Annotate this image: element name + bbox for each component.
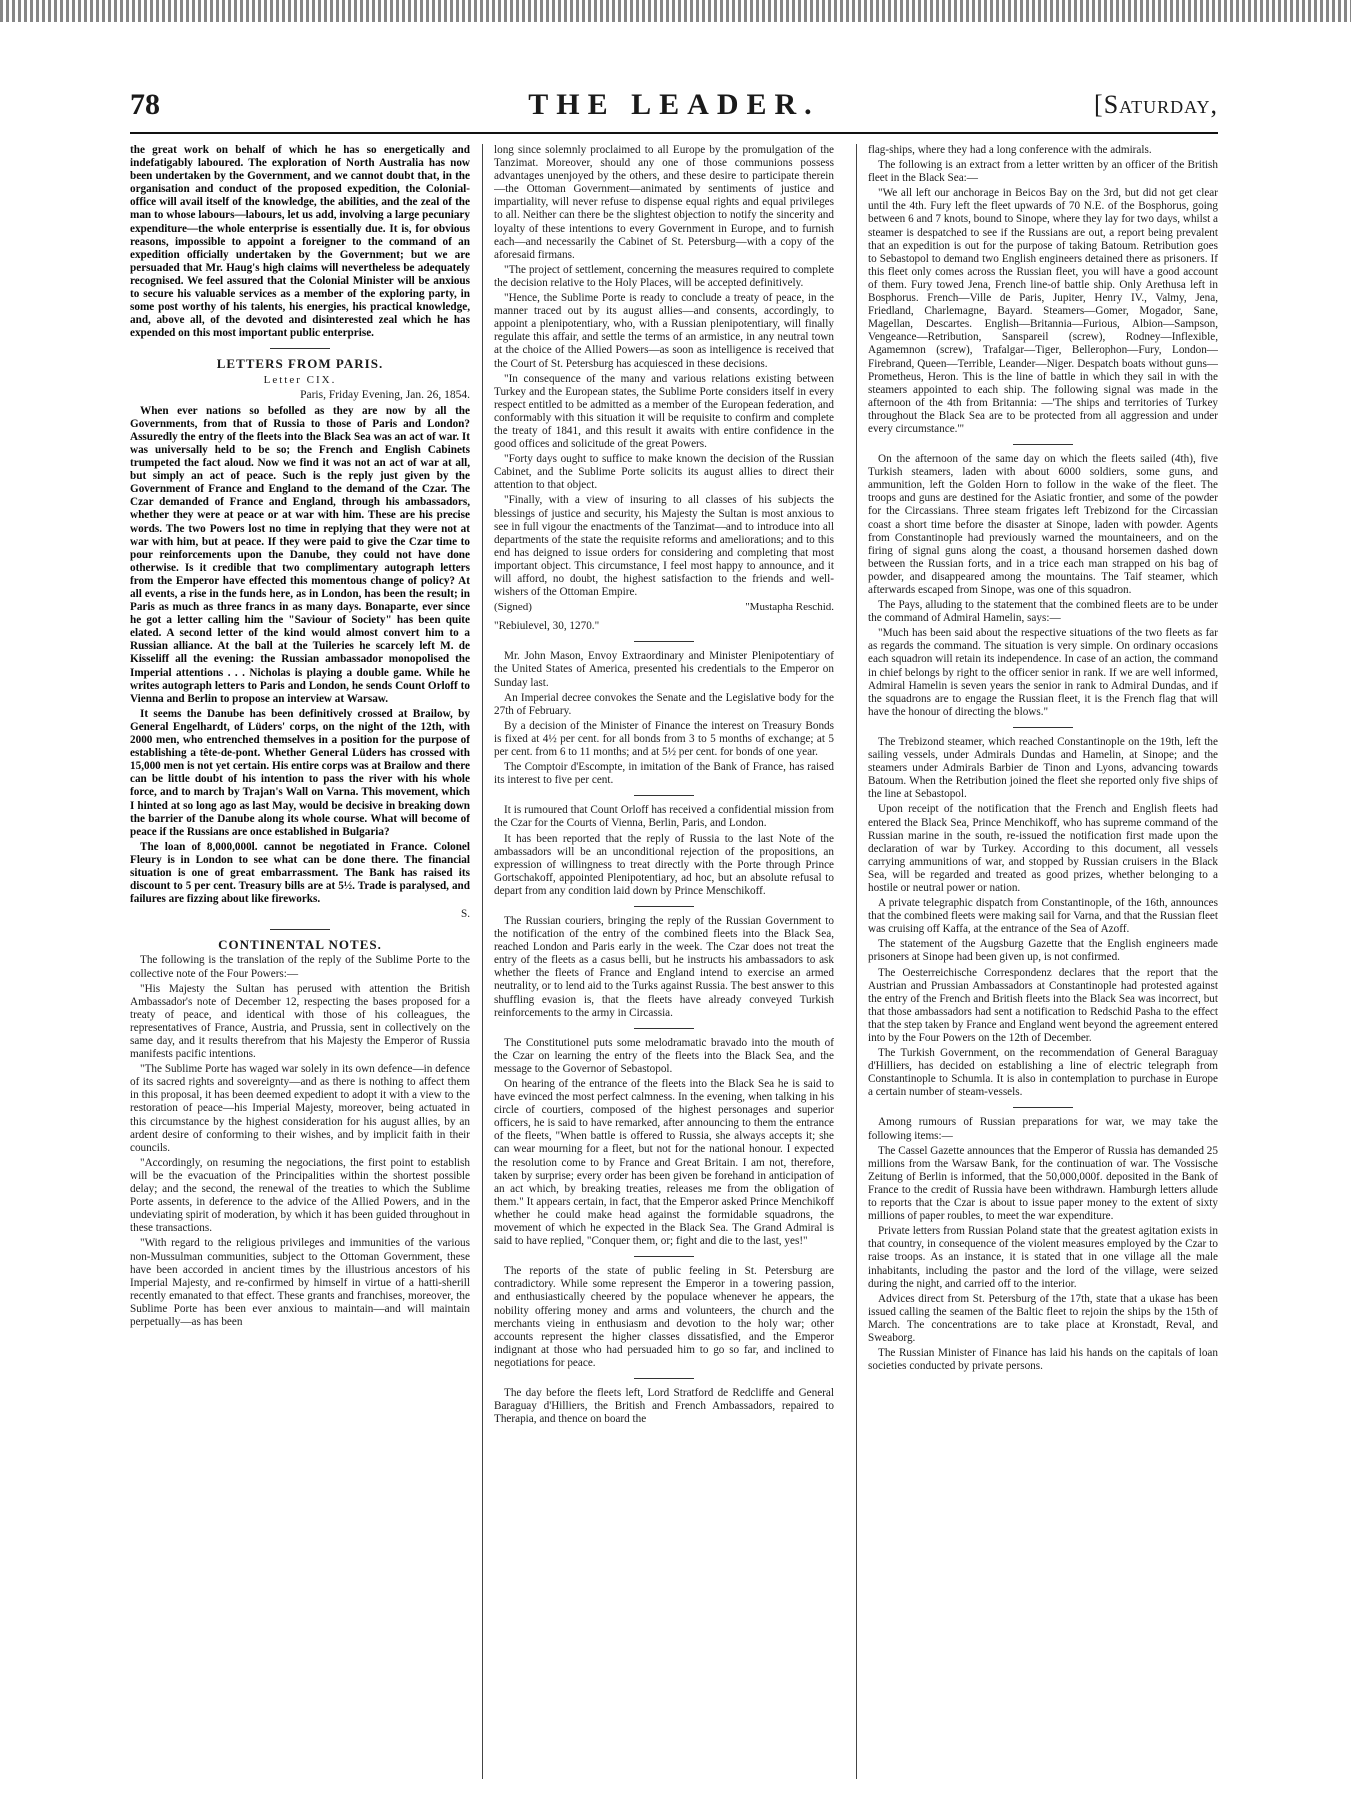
article-text: Mr. John Mason, Envoy Extraordinary and Minister Plenipotentiary of the United States of America, presented his credentials to the Emperor on Sunday last.	[494, 650, 834, 689]
article-text: The statement of the Augsburg Gazette that the English engineers made prisoners at Sinope had been given up, is not confirmed.	[868, 938, 1218, 964]
article-text: On hearing of the entrance of the fleets into the Black Sea he is said to have evinced the most perfect calmness. In the evening, when talking in his circle of courtiers, composed of the highest personages and superior officers, he is said to have remarked, after announcing to them the entrance of the fleets, "When battle is offered to Russia, she always accepts it; she can wear mourning for a fleet, but not for the national honour. I expected the resolution come to by France and Great Britain. I am not, therefore, taken by surprise; every order has been given be forehand in anticipation of an act which, by breaking treaties, releases me from the obligation of them." It appears certain, in fact, that the Emperor asked Prince Menchikoff whether he could make head against the formidable squadrons, the movement of which he expected in the Black Sea. The Grand Admiral is said to have replied, "Conquer them, or; fight and die to the last, yes!"	[494, 1078, 834, 1248]
article-text: "With regard to the religious privileges and immunities of the various non-Mussulman communities, subject to the Ottoman Government, these have been accorded in ancient times by the illustrious ancestors of his Imperial Majesty, and re-confirmed by himself in virtue of a hatti-sherill recently emanated to that effect. These grants and franchises, moreover, the Sublime Porte has been ever anxious to maintain—and will maintain perpetually—as has been	[130, 1237, 470, 1328]
signed-label: (Signed)	[494, 601, 532, 614]
article-text: The Russian couriers, bringing the reply of the Russian Government to the notification of the entry of the combined fleets into the Black Sea, reached London and Paris early in the week. The Czar does not treat the entry of the fleets as a casus belli, but he instructs his ambassadors to ask whether the fleets of France and England intend to exercise an armed neutrality, or to lend aid to the Turks against Russia. The best answer to this shuffling evasion is, that the fleets have already conveyed Turkish reinforcements to the army in Circassia.	[494, 914, 834, 1019]
article-text: The reports of the state of public feeling in St. Petersburg are contradictory. While some represent the Emperor in a towering passion, and enthusiastically cheered by the populace whenever he appears, the nobility offering money and arms and volunteers, the church and the merchants vieing in enthusiasm and devotion to the holy war; other accounts represent the higher classes dissatisfied, and the Emperor indignant at those who had persuaded him to go so far, and inclined to negotiations for peace.	[494, 1265, 834, 1369]
scan-edge-strip	[0, 0, 1351, 22]
article-text: It has been reported that the reply of Russia to the last Note of the ambassadors will be an unconditional rejection of the propositions, an expression of willingness to treat directly with the Porte through Prince Gortschakoff, appointed Plenipotentiary, ad hoc, but an absolute refusal to depart from any condition laid down by Prince Menschikoff.	[494, 832, 834, 897]
article-text: It seems the Danube has been definitively crossed at Brailow, by General Engelhardt, of Lüders' corps, on the night of the 12th, with 2000 men, who entrenched themselves in a position for the purpose of establishing a tête-de-pont. Whether General Lüders has crossed with 15,000 men is not yet certain. His entire corps was at Brailow and there can be little doubt of his intention to pass the river with his whole force, and to march by Trajan's Wall on Varna. This movement, which I hinted at so long ago as last May, would be decisive in breaking down the barrier of the Danube along its whole course. What will become of peace if the Russians are once established in Bulgaria?	[130, 707, 470, 838]
article-text: The Russian Minister of Finance has laid his hands on the capitals of loan societies conducted by private persons.	[868, 1347, 1218, 1373]
letter-signature: S.	[460, 908, 470, 921]
section-divider	[634, 1028, 694, 1029]
signature-date: "Rebiulevel, 30, 1270."	[494, 620, 600, 633]
letter-dateline: Paris, Friday Evening, Jan. 26, 1854.	[300, 388, 470, 401]
article-text: When ever nations so befolled as they are now by all the Governments, from that of Russia to those of Paris and London? Assuredly the entry of the fleets into the Black Sea was an act of war. It was universally held to be so; the French and English Cabinets trumpeted the fact aloud. Now we find it was not an act of war at all, but simply an act of peace. Such is the reply just given by the Government of France and England to the demand of the Czar. The Czar demanded of France and England, through his ambassadors, whether they were at peace or at war with him. These are his precise words. The two Powers lost no time in replying that they were not at war with him, but at peace. If they were paid to give the Czar time to pour reinforcements upon the Danube, they could not have done otherwise. Is it credible that two complimentary autograph letters from the Emperor have effected this momentous change of policy? At all events, a rise in the funds here, as in London, has been the result; in Paris as much as three francs in as many days. Bonaparte, ever since he got a letter calling him the "Saviour of Society" has been quite elated. A second letter of the kind would almost convert him to a Russian alliance. At the ball at the Tuileries he scarcely left M. de Kisseliff all the evening: the Russian ambassador monopolised the Imperial attentions . . . Nicholas is playing a double game. While he writes autograph letters to Paris and London, he sends Count Orloff to Vienna and Berlin to propose an interview at Warsaw.	[130, 404, 470, 705]
article-text: The Oesterreichische Correspondenz declares that the report that the Austrian and Prussian Ambassadors at Constantinople had protested against the entry of the French and British fleets into the Black Sea was incorrect, but that those ambassadors had sent a notification to Redschid Pasha to the effect that the step taken by France and England went beyond the agreement entered into by the Four Powers on the 12th of December.	[868, 966, 1218, 1044]
column-divider	[856, 144, 857, 1779]
section-divider	[634, 795, 694, 796]
article-text: The Comptoir d'Escompte, in imitation of the Bank of France, has raised its interest to five per cent.	[494, 761, 834, 787]
article-text: "Forty days ought to suffice to make known the decision of the Russian Cabinet, and the Sublime Porte solicits its august allies to direct their attention to that object.	[494, 453, 834, 492]
article-text: The Cassel Gazette announces that the Emperor of Russia has demanded 25 millions from the Warsaw Bank, for the continuation of war. The Vossische Zeitung of Berlin is informed, that the 50,000,000f. deposited in the Bank of France to the credit of Russia have been withdrawn. Hamburgh letters allude to reports that the Czar is about to issue paper money to the extent of sixty millions of paper roubles, to meet the war expenditure.	[868, 1144, 1218, 1223]
article-text: "We all left our anchorage in Beicos Bay on the 3rd, but did not get clear until the 4th. Fury left the fleet upwards of 70 N.E. of the Bosphorus, going between 6 and 7 knots, bound to Sinope, where they lay for two days, whilst a steamer is despatched to see if the Russians are out, a report being prevalent that an expedition is out for the purpose of taking Batoum. Retribution goes to Sebastopol to demand two English engineers detained there as prisoners. If this fleet only comes across the Russian fleet, you will have a good account of them. Fury towed Jena, French line-of battle ship. Only Arethusa left in Bosphorus. French—Ville de Paris, Jupiter, Henry IV., Valmy, Jena, Friedland, Charlemagne, Bayard. Steamers—Gomer, Mogador, Sane, Magellan, Descartes. English—Britannia—Furious, Albion—Sampson, Vengeance—Retribution, Sanspareil (screw), Rodney—Inflexible, Agamemnon (screw), Trafalgar—Tiger, Bellerophon—Fury, London—Firebrand, Queen—Terrible, Leander—Niger. Despatch boats without guns—Prometheus, Heron. This is the line of battle in which they sail in with the steamers appointed to each ship. The following signal was made in the afternoon of the 4th from Britannia: —'The ships and territories of Turkey throughout the Black Sea are to be protected from all aggression and under every circumstance.'"	[868, 187, 1218, 435]
masthead-title: THE LEADER.	[528, 88, 820, 121]
article-text: "His Majesty the Sultan has perused with attention the British Ambassador's note of December 12, respecting the bases proposed for a treaty of peace, and identical with those of his colleagues, the representatives of France, Austria, and Prussia, sent in collectively on the same day, and it results therefrom that his Majesty the Emperor of Russia manifests pacific intentions.	[130, 982, 470, 1061]
column-3	[868, 144, 1218, 1779]
article-text: flag-ships, where they had a long conference with the admirals.	[868, 144, 1152, 156]
signatory-name: "Mustapha Reschid.	[745, 601, 834, 614]
article-text: "Accordingly, on resuming the negociations, the first point to establish will be the evacuation of the Principalities within the shortest possible delay; and the second, the renewal of the treaties to which the Sublime Porte assents, in deference to the advice of the Allied Powers, and in the undeviating spirit of moderation, by which it has been guided throughout in these transactions.	[130, 1156, 470, 1235]
header-day: [Saturday,	[1094, 90, 1218, 119]
article-text: Among rumours of Russian preparations for war, we may take the following items:—	[868, 1116, 1218, 1142]
article-text: An Imperial decree convokes the Senate and the Legislative body for the 27th of February.	[494, 691, 834, 717]
letter-number: Letter CIX.	[263, 373, 337, 386]
signature-line	[494, 601, 834, 614]
section-title-continental-notes: CONTINENTAL NOTES.	[218, 937, 382, 953]
section-divider	[634, 641, 694, 642]
article-text: "Finally, with a view of insuring to all classes of his subjects the blessings of justice and security, his Majesty the Sultan is most anxious to see in full vigour the enactments of the Tanzimat—and to introduce into all departments of the state the requisite reforms and ameliorations; and to this end has deigned to issue orders for considering and completing that most important object. This circumstance, I feel most happy to announce, and it will afford, no doubt, the highest satisfaction to the friends and well-wishers of the Ottoman Empire.	[494, 494, 834, 599]
article-text: The Turkish Government, on the recommendation of General Baraguay d'Hilliers, has decided on establishing a line of electric telegraph from Constantinople to Schumla. It is also in contemplation to purchase in Europe a certain number of steam-vessels.	[868, 1047, 1218, 1099]
page-number: 78	[130, 88, 160, 121]
article-text: "The project of settlement, concerning the measures required to complete the decision relative to the Holy Places, will be accepted definitively.	[494, 263, 834, 289]
article-text: "Much has been said about the respective situations of the two fleets as far as regards the command. The situation is very simple. On ordinary occasions each squadron will retain its independence. In case of an action, the command in chief belongs by right to the officer senior in rank. If we are well informed, Admiral Hamelin is seven years the senior in rank to Admiral Dundas, and if the squadrons are to engage the Russian fleet, it is the French flag that will have the honour of directing the blows."	[868, 627, 1218, 718]
article-text: Advices direct from St. Petersburg of the 17th, state that a ukase has been issued calling the seamen of the Baltic fleet to rejoin the ships by the 15th of March. The concentrations are to take place at Kronstadt, Reval, and Sweaborg.	[868, 1292, 1218, 1344]
article-text: A private telegraphic dispatch from Constantinople, of the 16th, announces that the combined fleets were making sail for Varna, and that the Russian fleet was cruising off Kaffa, at the entrance of the Sea of Azoff.	[868, 897, 1218, 936]
article-text: long since solemnly proclaimed to all Europe by the promulgation of the Tanzimat. Moreover, should any one of those communions possess advantages unenjoyed by the others, and these desire to participate therein—the Ottoman Government—animated by sentiments of justice and impartiality, will never refuse to dispense equal rights and equal privileges to all. Neither can there be the slightest objection to notify the sincerity and loyalty of these intentions to every Government in Europe, and to furnish each—and necessarily the Cabinet of St. Petersburg—with a copy of the aforesaid firmans.	[494, 144, 834, 261]
article-text: It is rumoured that Count Orloff has received a confidential mission from the Czar for the Courts of Vienna, Berlin, Paris, and London.	[494, 804, 834, 830]
section-divider	[270, 929, 330, 930]
section-divider	[634, 1378, 694, 1379]
article-text: "Hence, the Sublime Porte is ready to conclude a treaty of peace, in the manner traced out by its august allies—and consents, accordingly, to appoint a plenipotentiary, who, with a Russian plenipotentiary, will finally regulate this affair, and settle the terms of an armistice, in any neutral town at the choice of the Allied Powers—as soon as intelligence is received that the Court of St. Petersburg has acquiesced in these decisions.	[494, 292, 834, 370]
article-text: The Constitutionel puts some melodramatic bravado into the mouth of the Czar on learning the entry of the fleets into the Black Sea, and the message to the Governor of Sebastopol.	[494, 1036, 834, 1075]
section-divider	[1013, 444, 1073, 445]
section-divider	[1013, 727, 1073, 728]
article-text: Upon receipt of the notification that the French and English fleets had entered the Black Sea, Prince Menchikoff, who has supreme command of the Russian marine in the south, re-issued the notification first made upon the declaration of war by Turkey. According to this document, all vessels carrying ammunitions of war, and stopped by Russian cruisers in the Black Sea, will be regarded and treated as good prizes, whether belonging to a hostile or neutral power or nation.	[868, 803, 1218, 894]
column-divider	[482, 144, 483, 1779]
section-divider	[270, 348, 330, 349]
page-header	[130, 88, 1218, 128]
article-text: The Pays, alluding to the statement that the combined fleets are to be under the command of Admiral Hamelin, says:—	[868, 599, 1218, 625]
article-text: The loan of 8,000,000l. cannot be negotiated in France. Colonel Fleury is in London to see what can be done there. The financial situation is one of great embarrassment. The Bank has raised its discount to 5 per cent. Treasury bills are at 5½. Trade is paralysed, and failures are fizzing about like fireworks.	[130, 840, 470, 906]
section-divider	[1013, 1107, 1073, 1108]
article-text: The Trebizond steamer, which reached Constantinople on the 19th, left the sailing vessels, under Admirals Dundas and Hamelin, at Sinope; and the steamers under Admirals Barbier de Tinon and Lyons, advancing towards Batoum. When the Retribution joined the fleet she reported only five ships of the line at Sebastopol.	[868, 735, 1218, 801]
article-text: Private letters from Russian Poland state that the greatest agitation exists in that country, in consequence of the violent measures employed by the Czar to raise troops. As an instance, it is stated that in one village all the male inhabitants, including the pastor and the lord of the village, were seized during the night, and carried off to the interior.	[868, 1225, 1218, 1290]
article-text: The following is an extract from a letter written by an officer of the British fleet in the Black Sea:—	[868, 159, 1218, 185]
section-divider	[634, 1256, 694, 1257]
article-text: The day before the fleets left, Lord Stratford de Redcliffe and General Baraguay d'Hilliers, the British and French Ambassadors, repaired to Therapia, and thence on board the	[494, 1386, 834, 1426]
column-1	[130, 144, 470, 1779]
article-text: "The Sublime Porte has waged war solely in its own defence—in defence of its sacred rights and sovereignty—and as there is nothing to affect them in this proposal, it has been deemed expedient to adopt it with a view to the restoration of peace—his Imperial Majesty, moreover, being actuated in this circumstance by the highest consideration for his august allies, by an ardent desire of conforming to their wishes, and by implicit faith in their councils.	[130, 1063, 470, 1154]
article-text: The following is the translation of the reply of the Sublime Porte to the collective note of the Four Powers:—	[130, 954, 470, 980]
article-text: By a decision of the Minister of Finance the interest on Treasury Bonds is fixed at 4½ per cent. for all bonds from 3 to 5 months of exchange; at 5 per cent. from 6 to 11 months; and at 5½ per cent. for bonds of one year.	[494, 719, 834, 759]
section-title-letters-from-paris: LETTERS FROM PARIS.	[216, 356, 384, 372]
article-text: "In consequence of the many and various relations existing between Turkey and the European states, the Sublime Porte considers itself in every respect entitled to be admitted as a member of the European federation, and conformably with this situation it will be requisite to confirm and complete the treaty of 1841, and this result it awaits with entire confidence in the good offices and solicitude of the great Powers.	[494, 372, 834, 451]
column-2	[494, 144, 834, 1779]
header-rule	[130, 132, 1218, 134]
article-text: On the afternoon of the same day on which the fleets sailed (4th), five Turkish steamers, laden with about 6000 soldiers, some guns, and ammunition, left the Golden Horn to follow in the wake of the fleet. The troops and guns are destined for the Asiatic frontier, and some of the powder for the Circassians. Three steam frigates left Trebizond for the Circassian coast a short time before the disaster at Sinope, laden with powder. Agents from Constantinople had previously warned the mountaineers, and on the firing of signal guns along the coast, a thousand horsemen dashed down between the Russian forts, and in a trice each man strapped on his bag of powder, and disappeared among the mountains. The Taif steamer, which afterwards escaped from Sinope, was one of this squadron.	[868, 453, 1218, 596]
section-divider	[634, 906, 694, 907]
article-text: the great work on behalf of which he has so energetically and indefatigably laboured. The exploration of North Australia has now been undertaken by the Government, and we cannot doubt that, in the organisation and conduct of the proposed expedition, the Colonial-office will avail itself of the knowledge, the abilities, and the zeal of the man to whose labours—labours, let us add, involving a large pecuniary expenditure—the whole enterprise is essentially due. It is, for obvious reasons, impossible to appoint a foreigner to the command of an expedition officially undertaken by the Government; but we are persuaded that Mr. Haug's high claims will nevertheless be adequately recognised. We feel assured that the Colonial Minister will be anxious to secure his valuable services as a member of the exploring party, in some post worthy of his talents, his energies, his practical knowledge, and, above all, of the devoted and disinterested zeal which he has expended on this most important public enterprise.	[130, 144, 470, 340]
